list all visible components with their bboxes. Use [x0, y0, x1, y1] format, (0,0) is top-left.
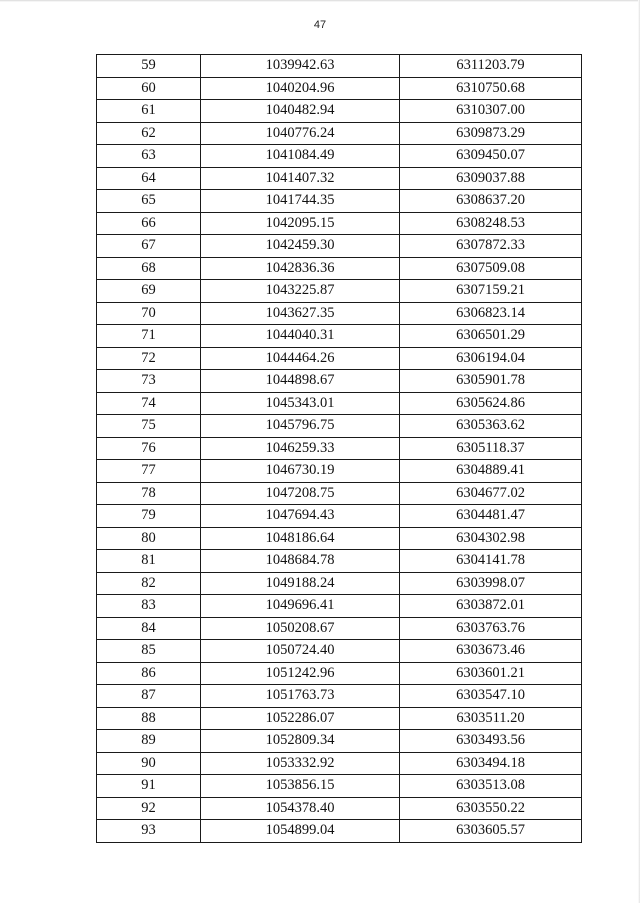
y-coordinate-cell: 6303601.21 [400, 662, 582, 685]
table-row [97, 640, 582, 663]
point-number-cell: 87 [97, 685, 201, 708]
table-row [97, 685, 582, 708]
coordinates-table [96, 54, 582, 843]
point-number-cell: 92 [97, 797, 201, 820]
point-number-cell: 84 [97, 617, 201, 640]
y-coordinate-cell: 6303547.10 [400, 685, 582, 708]
y-coordinate-cell: 6303872.01 [400, 595, 582, 618]
x-coordinate-cell: 1047694.43 [201, 505, 400, 528]
point-number-cell: 73 [97, 370, 201, 393]
x-coordinate-cell: 1046259.33 [201, 437, 400, 460]
x-coordinate-cell: 1052809.34 [201, 730, 400, 753]
x-coordinate-cell: 1042836.36 [201, 257, 400, 280]
point-number-cell: 59 [97, 55, 201, 78]
x-coordinate-cell: 1040482.94 [201, 100, 400, 123]
point-number-cell: 71 [97, 325, 201, 348]
table-row [97, 595, 582, 618]
x-coordinate-cell: 1044898.67 [201, 370, 400, 393]
table-row [97, 122, 582, 145]
table-row [97, 55, 582, 78]
x-coordinate-cell: 1039942.63 [201, 55, 400, 78]
x-coordinate-cell: 1046730.19 [201, 460, 400, 483]
x-coordinate-cell: 1044464.26 [201, 347, 400, 370]
x-coordinate-cell: 1040204.96 [201, 77, 400, 100]
point-number-cell: 79 [97, 505, 201, 528]
table-row [97, 707, 582, 730]
point-number-cell: 77 [97, 460, 201, 483]
y-coordinate-cell: 6304889.41 [400, 460, 582, 483]
y-coordinate-cell: 6307159.21 [400, 280, 582, 303]
point-number-cell: 76 [97, 437, 201, 460]
table-row [97, 820, 582, 843]
x-coordinate-cell: 1054899.04 [201, 820, 400, 843]
point-number-cell: 80 [97, 527, 201, 550]
point-number-cell: 85 [97, 640, 201, 663]
table-row [97, 460, 582, 483]
x-coordinate-cell: 1045796.75 [201, 415, 400, 438]
table-row [97, 662, 582, 685]
point-number-cell: 75 [97, 415, 201, 438]
point-number-cell: 68 [97, 257, 201, 280]
table-row [97, 730, 582, 753]
point-number-cell: 69 [97, 280, 201, 303]
point-number-cell: 64 [97, 167, 201, 190]
table-row [97, 347, 582, 370]
table-row [97, 437, 582, 460]
x-coordinate-cell: 1043627.35 [201, 302, 400, 325]
y-coordinate-cell: 6303550.22 [400, 797, 582, 820]
y-coordinate-cell: 6305118.37 [400, 437, 582, 460]
scan-top-edge [0, 0, 640, 2]
x-coordinate-cell: 1054378.40 [201, 797, 400, 820]
y-coordinate-cell: 6307509.08 [400, 257, 582, 280]
point-number-cell: 89 [97, 730, 201, 753]
x-coordinate-cell: 1044040.31 [201, 325, 400, 348]
point-number-cell: 65 [97, 190, 201, 213]
x-coordinate-cell: 1050724.40 [201, 640, 400, 663]
table-row [97, 257, 582, 280]
point-number-cell: 78 [97, 482, 201, 505]
y-coordinate-cell: 6305624.86 [400, 392, 582, 415]
table-row [97, 212, 582, 235]
page-number: 47 [313, 19, 327, 31]
y-coordinate-cell: 6308637.20 [400, 190, 582, 213]
x-coordinate-cell: 1040776.24 [201, 122, 400, 145]
table-row [97, 775, 582, 798]
table-row [97, 167, 582, 190]
x-coordinate-cell: 1053856.15 [201, 775, 400, 798]
table-row [97, 235, 582, 258]
table-row [97, 280, 582, 303]
point-number-cell: 72 [97, 347, 201, 370]
point-number-cell: 70 [97, 302, 201, 325]
x-coordinate-cell: 1052286.07 [201, 707, 400, 730]
y-coordinate-cell: 6303605.57 [400, 820, 582, 843]
y-coordinate-cell: 6303673.46 [400, 640, 582, 663]
table-row [97, 752, 582, 775]
point-number-cell: 74 [97, 392, 201, 415]
y-coordinate-cell: 6304302.98 [400, 527, 582, 550]
table-row [97, 617, 582, 640]
y-coordinate-cell: 6307872.33 [400, 235, 582, 258]
table-row [97, 527, 582, 550]
x-coordinate-cell: 1048684.78 [201, 550, 400, 573]
y-coordinate-cell: 6306501.29 [400, 325, 582, 348]
point-number-cell: 61 [97, 100, 201, 123]
coordinates-table-body [97, 55, 582, 843]
y-coordinate-cell: 6304481.47 [400, 505, 582, 528]
point-number-cell: 81 [97, 550, 201, 573]
x-coordinate-cell: 1051242.96 [201, 662, 400, 685]
y-coordinate-cell: 6303511.20 [400, 707, 582, 730]
table-row [97, 797, 582, 820]
x-coordinate-cell: 1041084.49 [201, 145, 400, 168]
y-coordinate-cell: 6303998.07 [400, 572, 582, 595]
table-row [97, 415, 582, 438]
point-number-cell: 86 [97, 662, 201, 685]
point-number-cell: 90 [97, 752, 201, 775]
point-number-cell: 83 [97, 595, 201, 618]
table-row [97, 302, 582, 325]
y-coordinate-cell: 6304141.78 [400, 550, 582, 573]
point-number-cell: 93 [97, 820, 201, 843]
x-coordinate-cell: 1041744.35 [201, 190, 400, 213]
x-coordinate-cell: 1047208.75 [201, 482, 400, 505]
x-coordinate-cell: 1043225.87 [201, 280, 400, 303]
x-coordinate-cell: 1053332.92 [201, 752, 400, 775]
y-coordinate-cell: 6303513.08 [400, 775, 582, 798]
y-coordinate-cell: 6305363.62 [400, 415, 582, 438]
x-coordinate-cell: 1049188.24 [201, 572, 400, 595]
point-number-cell: 60 [97, 77, 201, 100]
point-number-cell: 67 [97, 235, 201, 258]
table-row [97, 505, 582, 528]
table-row [97, 77, 582, 100]
table-row [97, 100, 582, 123]
x-coordinate-cell: 1041407.32 [201, 167, 400, 190]
y-coordinate-cell: 6304677.02 [400, 482, 582, 505]
x-coordinate-cell: 1051763.73 [201, 685, 400, 708]
point-number-cell: 91 [97, 775, 201, 798]
table-row [97, 145, 582, 168]
point-number-cell: 66 [97, 212, 201, 235]
table-row [97, 550, 582, 573]
y-coordinate-cell: 6306194.04 [400, 347, 582, 370]
table-row [97, 325, 582, 348]
y-coordinate-cell: 6308248.53 [400, 212, 582, 235]
point-number-cell: 88 [97, 707, 201, 730]
x-coordinate-cell: 1050208.67 [201, 617, 400, 640]
x-coordinate-cell: 1048186.64 [201, 527, 400, 550]
x-coordinate-cell: 1045343.01 [201, 392, 400, 415]
y-coordinate-cell: 6309450.07 [400, 145, 582, 168]
y-coordinate-cell: 6303493.56 [400, 730, 582, 753]
table-row [97, 190, 582, 213]
table-row [97, 370, 582, 393]
y-coordinate-cell: 6309037.88 [400, 167, 582, 190]
x-coordinate-cell: 1042095.15 [201, 212, 400, 235]
y-coordinate-cell: 6309873.29 [400, 122, 582, 145]
y-coordinate-cell: 6305901.78 [400, 370, 582, 393]
point-number-cell: 82 [97, 572, 201, 595]
y-coordinate-cell: 6303763.76 [400, 617, 582, 640]
y-coordinate-cell: 6310750.68 [400, 77, 582, 100]
table-row [97, 572, 582, 595]
point-number-cell: 62 [97, 122, 201, 145]
y-coordinate-cell: 6310307.00 [400, 100, 582, 123]
x-coordinate-cell: 1042459.30 [201, 235, 400, 258]
x-coordinate-cell: 1049696.41 [201, 595, 400, 618]
table-row [97, 392, 582, 415]
y-coordinate-cell: 6306823.14 [400, 302, 582, 325]
table-row [97, 482, 582, 505]
point-number-cell: 63 [97, 145, 201, 168]
y-coordinate-cell: 6311203.79 [400, 55, 582, 78]
y-coordinate-cell: 6303494.18 [400, 752, 582, 775]
